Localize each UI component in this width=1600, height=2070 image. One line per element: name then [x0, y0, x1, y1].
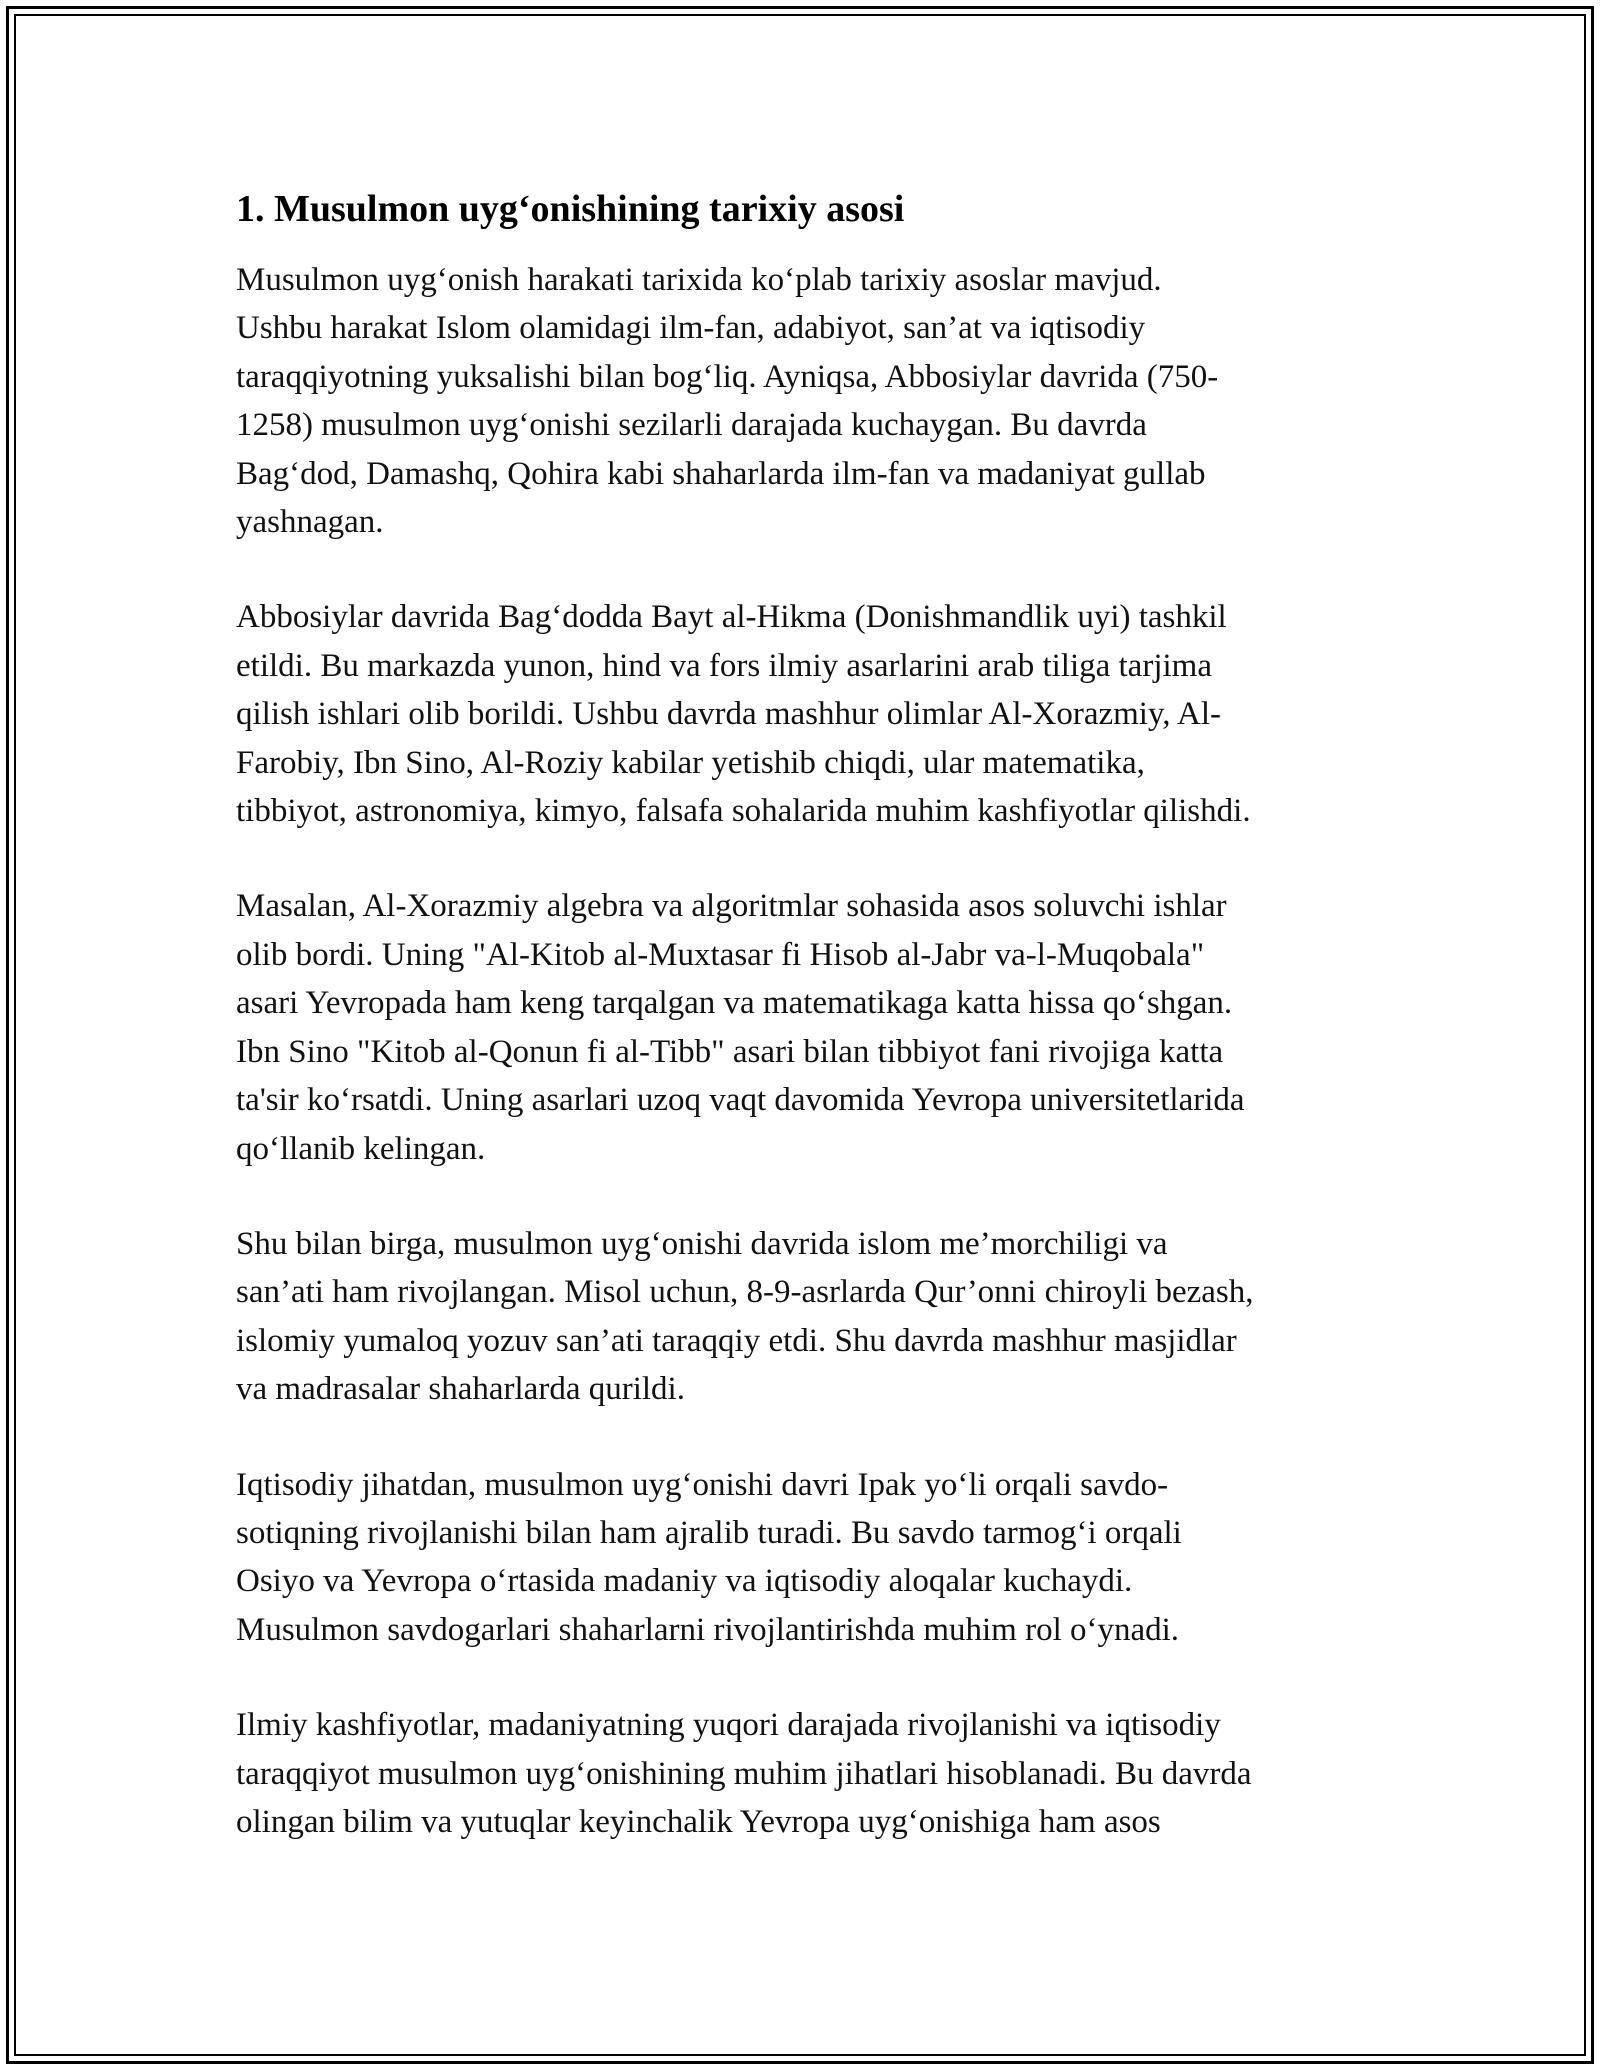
- text-line: Ushbu harakat Islom olamidagi ilm-fan, adabiyot, san’at va iqtisodiy: [236, 310, 1146, 347]
- text-line: Bag‘dod, Damashq, Qohira kabi shaharlarda ilm-fan va madaniyat gullab: [236, 455, 1206, 492]
- text-line: taraqqiyotning yuksalishi bilan bog‘liq. Ayniqsa, Abbosiylar davrida (750-: [236, 358, 1219, 395]
- text-line: Shu bilan birga, musulmon uyg‘onishi davrida islom me’morchiligi va: [236, 1225, 1168, 1262]
- paragraph-3: [236, 882, 1366, 1172]
- text-line: olingan bilim va yutuqlar keyinchalik Yevropa uyg‘onishiga ham asos: [236, 1803, 1161, 1840]
- text-line: sotiqning rivojlanishi bilan ham ajralib turadi. Bu savdo tarmog‘i orqali: [236, 1514, 1182, 1551]
- text-line: olib bordi. Uning "Al-Kitob al-Muxtasar fi Hisob al-Jabr va-l-Muqobala": [236, 936, 1205, 973]
- paragraph-5: [236, 1461, 1366, 1655]
- text-line: 1258) musulmon uyg‘onishi sezilarli darajada kuchaygan. Bu davrda: [236, 407, 1147, 444]
- text-line: Ibn Sino "Kitob al-Qonun fi al-Tibb" asari bilan tibbiyot fani rivojiga katta: [236, 1033, 1224, 1070]
- text-line: Musulmon savdogarlari shaharlarni rivojlantirishda muhim rol o‘ynadi.: [236, 1611, 1180, 1648]
- text-line: etildi. Bu markazda yunon, hind va fors ilmiy asarlarini arab tiliga tarjima: [236, 647, 1212, 684]
- paragraph-6: [236, 1701, 1366, 1846]
- text-line: san’ati ham rivojlangan. Misol uchun, 8-9-asrlarda Qur’onni chiroyli bezash,: [236, 1274, 1254, 1311]
- text-line: yashnagan.: [236, 504, 384, 541]
- text-line: Masalan, Al-Xorazmiy algebra va algoritmlar sohasida asos soluvchi ishlar: [236, 888, 1227, 925]
- text-line: Abbosiylar davrida Bag‘dodda Bayt al-Hikma (Donishmandlik uyi) tashkil: [236, 599, 1227, 636]
- text-line: Musulmon uyg‘onish harakati tarixida ko‘plab tarixiy asoslar mavjud.: [236, 262, 1162, 298]
- paragraph-2: [236, 593, 1366, 835]
- text-line: ta'sir ko‘rsatdi. Uning asarlari uzoq vaqt davomida Yevropa universitetlarida: [236, 1082, 1245, 1119]
- section-heading: 1. Musulmon uyg‘onishining tarixiy asosi: [236, 188, 905, 230]
- text-line: asari Yevropada ham keng tarqalgan va matematikaga katta hissa qo‘shgan.: [236, 985, 1233, 1022]
- paragraph-1: [236, 256, 1366, 546]
- text-line: va madrasalar shaharlarda qurildi.: [236, 1371, 685, 1408]
- text-line: Osiyo va Yevropa o‘rtasida madaniy va iqtisodiy aloqalar kuchaydi.: [236, 1563, 1133, 1600]
- text-line: islomiy yumaloq yozuv san’ati taraqqiy etdi. Shu davrda mashhur masjidlar: [236, 1322, 1237, 1359]
- text-line: qo‘llanib kelingan.: [236, 1130, 486, 1167]
- text-line: Farobiy, Ibn Sino, Al-Roziy kabilar yetishib chiqdi, ular matematika,: [236, 744, 1145, 781]
- text-line: taraqqiyot musulmon uyg‘onishining muhim jihatlari hisoblanadi. Bu davrda: [236, 1755, 1252, 1792]
- text-line: Iqtisodiy jihatdan, musulmon uyg‘onishi davri Ipak yo‘li orqali savdo-: [236, 1466, 1169, 1503]
- document-page: [236, 186, 1366, 1893]
- text-line: tibbiyot, astronomiya, kimyo, falsafa sohalarida muhim kashfiyotlar qilishdi.: [236, 793, 1251, 830]
- text-line: Ilmiy kashfiyotlar, madaniyatning yuqori darajada rivojlanishi va iqtisodiy: [236, 1707, 1221, 1744]
- text-line: qilish ishlari olib borildi. Ushbu davrda mashhur olimlar Al-Xorazmiy, Al-: [236, 696, 1221, 733]
- paragraph-4: [236, 1220, 1366, 1414]
